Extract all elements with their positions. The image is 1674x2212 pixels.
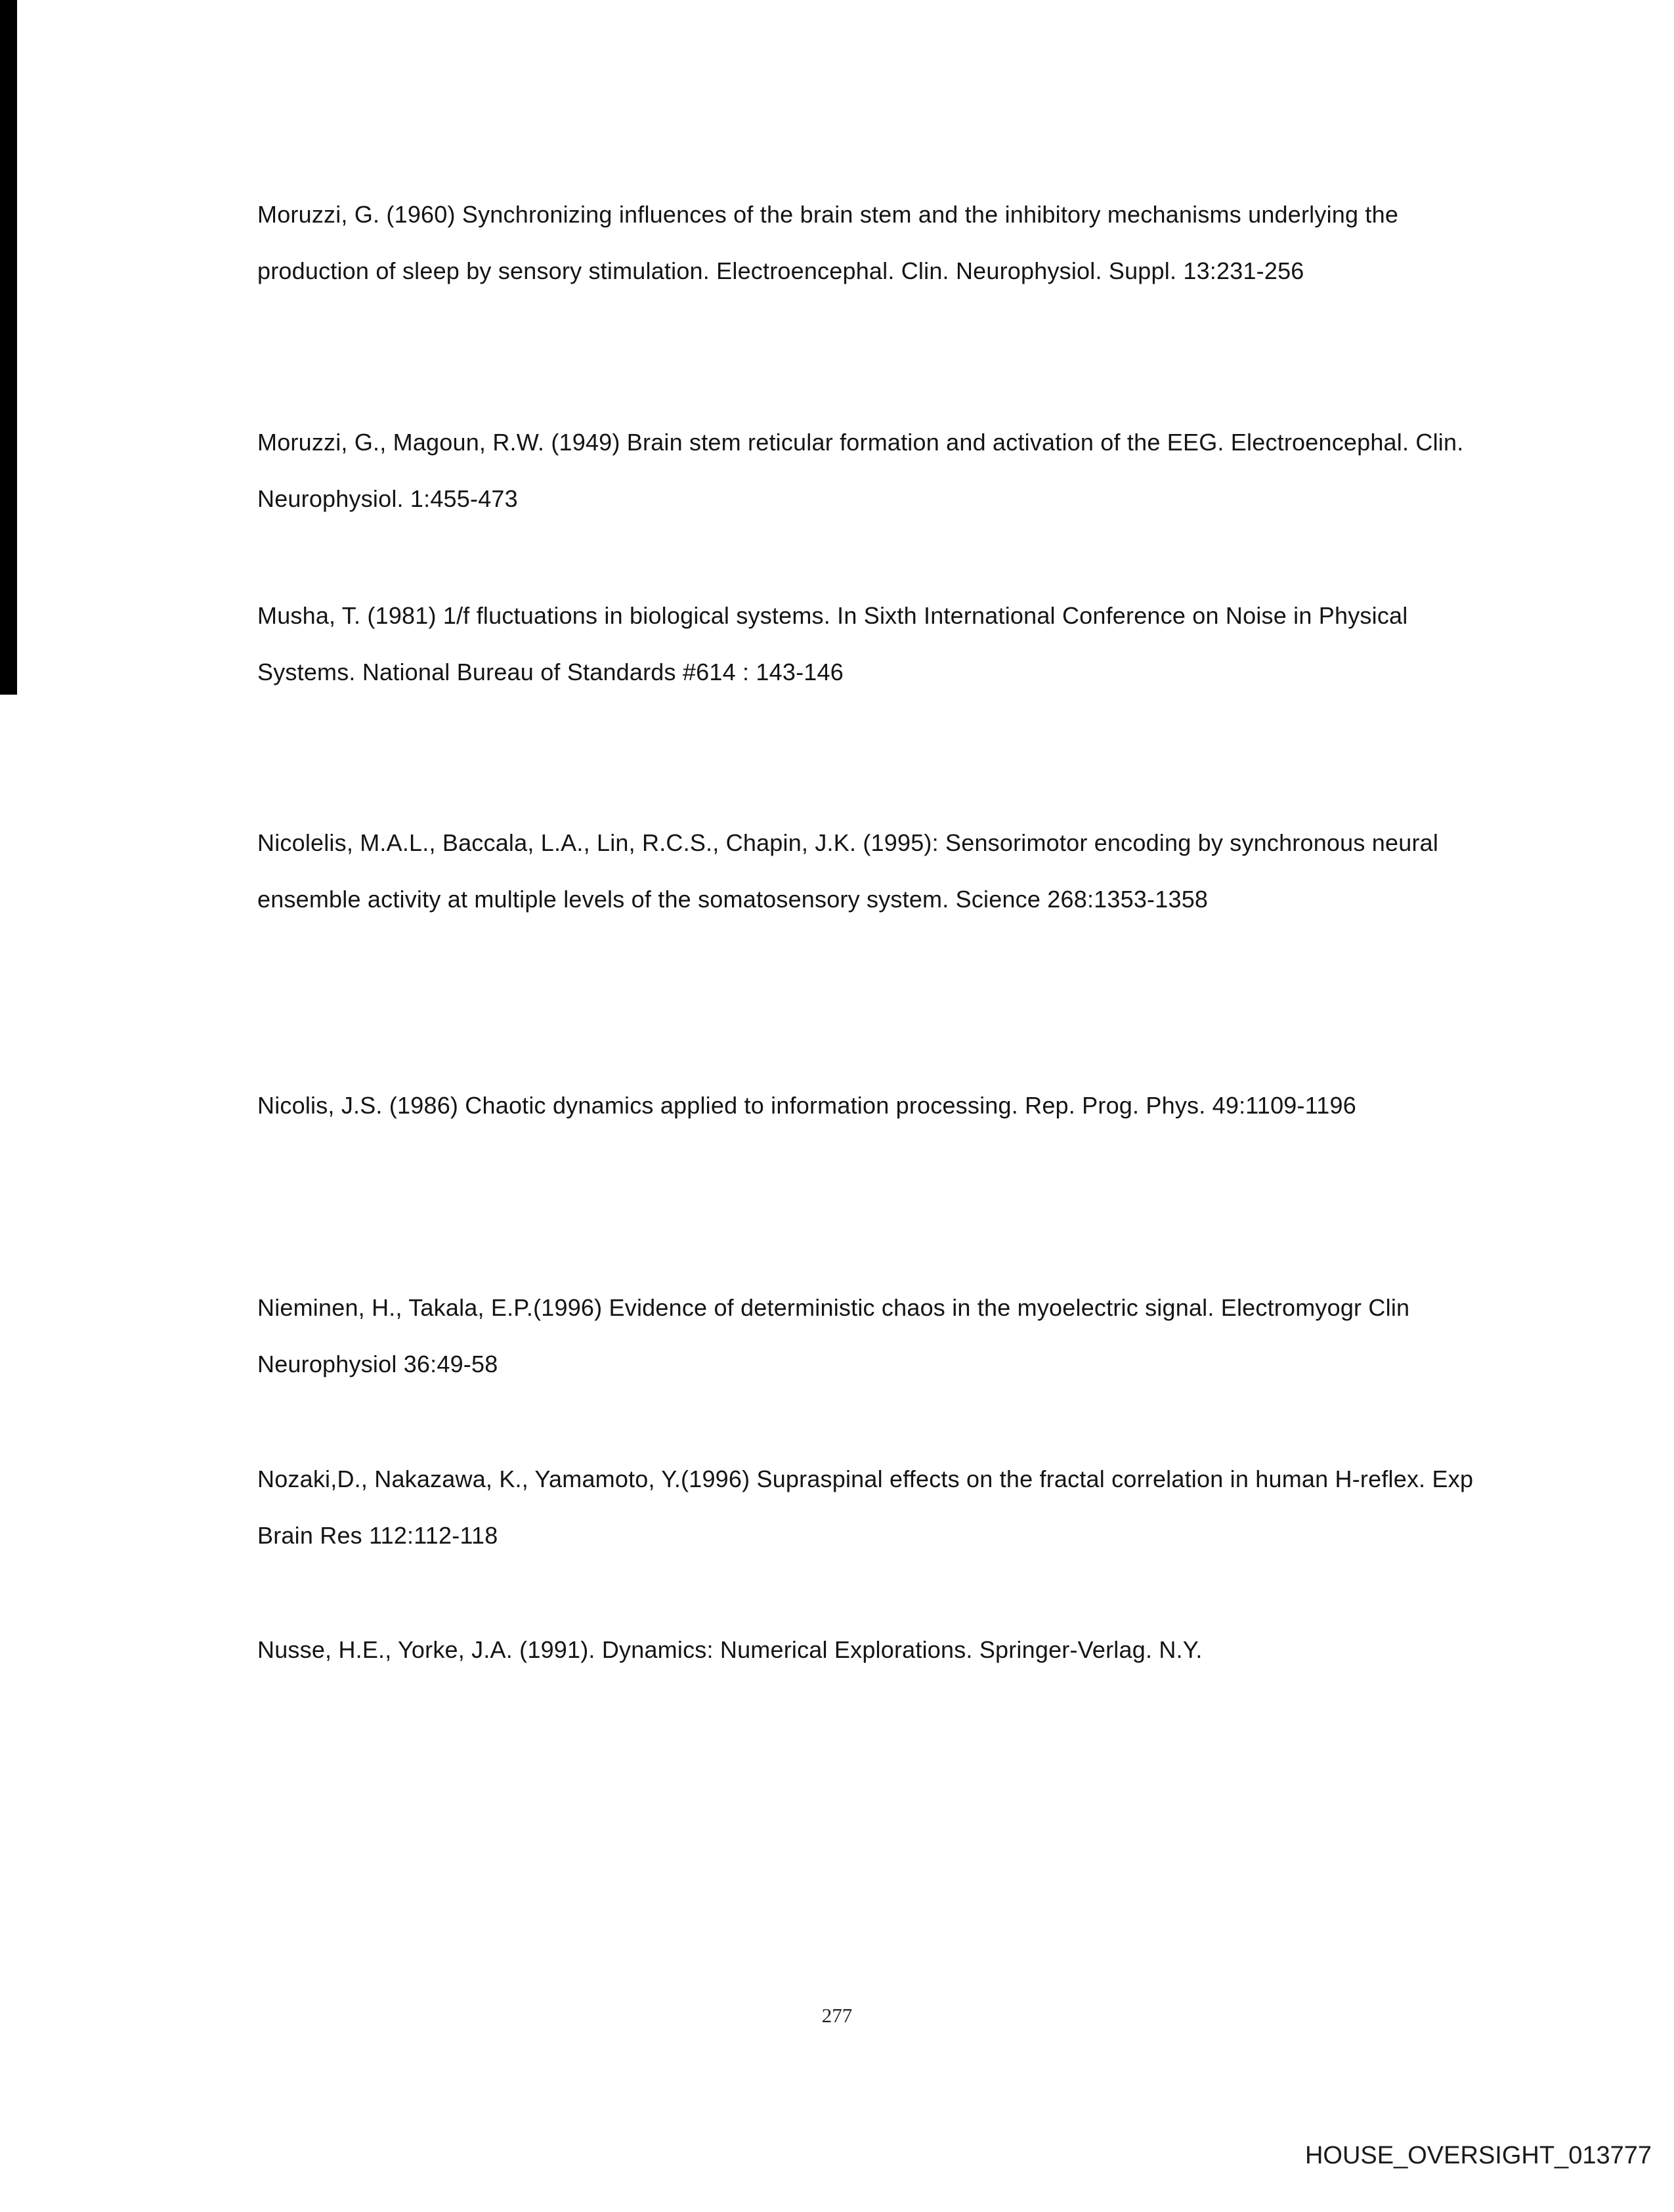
reference-entry: Nozaki,D., Nakazawa, K., Yamamoto, Y.(1996) Supraspinal effects on the fractal correlation in human H-reflex. Exp Brain Res 112:112-118 <box>257 1465 1474 1549</box>
reference-entry: Musha, T. (1981) 1/f fluctuations in biological systems. In Sixth International Conference on Noise in Physical Systems. National Bureau of Standards #614 : 143-146 <box>257 602 1408 685</box>
bates-stamp: HOUSE_OVERSIGHT_013777 <box>1304 2142 1652 2169</box>
reference-entry: Nicolelis, M.A.L., Baccala, L.A., Lin, R.C.S., Chapin, J.K. (1995): Sensorimotor encoding by synchronous neural ensemble activity at multiple levels of the somatosensory system. Science 268:1353-1358 <box>257 829 1439 913</box>
reference-entry: Moruzzi, G. (1960) Synchronizing influences of the brain stem and the inhibitory mechanisms underlying the production of sleep by sensory stimulation. Electroencephal. Clin. Neurophysiol. Suppl. 13:231-256 <box>257 201 1399 284</box>
scan-edge-artifact <box>0 0 17 695</box>
reference-entry: Nicolis, J.S. (1986) Chaotic dynamics applied to information processing. Rep. Prog. Phys. 49:1109-1196 <box>257 1092 1356 1119</box>
page-number: 277 <box>821 2004 853 2027</box>
reference-entry: Moruzzi, G., Magoun, R.W. (1949) Brain stem reticular formation and activation of the EEG. Electroencephal. Clin. Neurophysiol. 1:455-473 <box>257 429 1464 512</box>
reference-entry: Nieminen, H., Takala, E.P.(1996) Evidence of deterministic chaos in the myoelectric signal. Electromyogr Clin Neurophysiol 36:49-58 <box>257 1294 1410 1377</box>
reference-entry: Nusse, H.E., Yorke, J.A. (1991). Dynamics: Numerical Explorations. Springer-Verlag. N.Y. <box>257 1636 1203 1663</box>
